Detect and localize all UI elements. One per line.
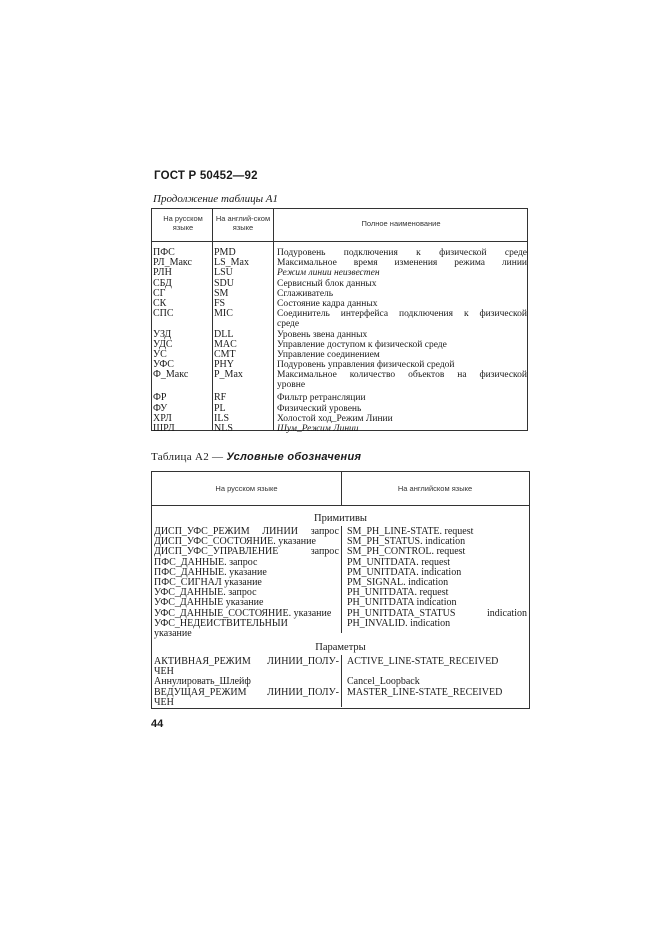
table-a1-header-russian: На русском языке [163,214,203,232]
list-item: ДИСП_УФС_УПРАВЛЕНИЕ запрос [154,547,339,558]
cell-full-name: Холостой ход_Режим Линии [277,413,393,424]
list-item: PH_UNITDATA indication [347,598,457,609]
cell-english: LSU [214,267,233,279]
table-row [151,350,528,360]
cell-full-name: Шум_Режим Линии [277,424,359,434]
list-item: PH_UNITDATA. request [347,588,449,599]
list-item-continuation: ЧЕН [154,667,174,678]
cell-full-name: Сервисный блок данных [277,278,377,289]
table-a2-caption-title: Условные обозначения [226,451,362,463]
table-a1-header-full-name: Полное наименование [361,219,441,228]
cell-full-name: Максимальное время изменения режима линии [277,258,527,269]
table-a2-header-russian: На русском языке [215,484,278,493]
cell-russian: ФУ [153,402,168,414]
list-item: Cancel_Loopback [347,677,420,688]
table-row [151,393,528,403]
list-item: Аннулировать_Шлейф [154,677,251,688]
cell-english: PMD [214,247,236,258]
list-item: УФС_ДАННЫЕ_СОСТОЯНИЕ. указание [154,608,332,619]
table-row [151,289,528,299]
table-a2-parameters-divider [341,655,342,707]
cell-russian: ФР [153,392,167,404]
list-item: PH_UNITDATA_STATUS indication [347,608,527,619]
list-item: MASTER_LINE-STATE_RECEIVED [347,687,503,698]
list-item: УФС_НЕДЕЙСТВИТЕЛЬНЫЙ [154,618,288,629]
cell-full-name: Состояние кадра данных [277,298,378,309]
table-row-continuation [151,319,528,329]
table-row [151,248,528,258]
cell-full-name-continued: среде [277,319,300,330]
parameters-english-column [347,657,527,698]
cell-english: SDU [214,277,235,289]
section-heading-primitives: Примитивы [314,513,367,524]
cell-russian: УЗД [153,328,172,340]
table-a1-body [151,248,528,434]
table-row [151,309,528,319]
document-header: ГОСТ Р 50452—92 [154,170,258,182]
table-a1-header-rule [151,241,528,242]
list-item: PM_UNITDATA. request [347,557,451,568]
table-a1-top-rule [151,208,528,209]
list-item: PH_INVALID. indication [347,618,451,629]
cell-english: ILS [214,412,229,424]
list-item: ПФС_ДАННЫЕ. запрос [154,557,258,568]
table-a2-header-english: На английском языке [397,484,473,493]
table-row [151,268,528,278]
list-item: PM_UNITDATA. indication [347,567,462,578]
cell-full-name: Подуровень подключения к физической среде [277,248,527,258]
parameters-russian-column [154,657,339,708]
table-a1-header-english: На англий-ском языке [215,214,271,232]
cell-english: FS [214,297,226,309]
cell-full-name: Сглаживатель [277,288,334,299]
table-a2 [151,471,530,709]
table-a2-caption [151,451,361,463]
primitives-russian-column [154,527,339,639]
cell-full-name-continued: уровне [277,380,306,391]
cell-english: PHY [214,359,235,371]
list-item: УФС_ДАННЫЕ. запрос [154,588,257,599]
list-item: PM_SIGNAL. indication [347,577,449,588]
cell-full-name: Режим линии неизвестен [277,268,380,279]
cell-russian: СК [153,297,167,309]
table-row [151,404,528,414]
table-a1-caption: Продолжение таблицы А1 [153,193,278,205]
cell-russian: Ф_Макс [153,369,189,381]
cell-russian: УФС [153,359,174,371]
section-heading-parameters: Параметры [315,642,366,653]
cell-english: MAC [214,338,237,350]
table-row-continuation [151,380,528,393]
cell-english: LS_Max [214,257,249,269]
list-item: ДИСП_УФС_СОСТОЯНИЕ. указание [154,537,316,548]
cell-full-name: Управление доступом к физической среде [277,339,447,350]
cell-russian: СПС [153,308,174,320]
cell-full-name: Подуровень управления физической средой [277,360,455,371]
cell-english: SM [214,287,229,299]
list-item: ДИСП_УФС_РЕЖИМ ЛИНИИ запрос [154,527,339,537]
cell-full-name: Физический уровень [277,403,362,414]
list-item: АКТИВНАЯ_РЕЖИМ ЛИНИИ_ПОЛУ- [154,657,339,667]
page-number: 44 [151,718,164,730]
cell-russian: УДС [153,338,173,350]
cell-russian: СГ [153,287,166,299]
list-item: SM_PH_LINE-STATE. request [347,527,474,537]
cell-full-name: Фильтр ретрансляции [277,393,366,404]
table-row [151,360,528,370]
cell-full-name: Соединитель интерфейса подключения к физической [277,309,527,320]
cell-russian: РЛ_Макс [153,257,192,269]
cell-english: DLL [214,328,234,340]
table-a2-primitives-divider [341,526,342,633]
list-item-continuation: ЧЕН [154,697,174,708]
primitives-english-column [347,527,527,629]
cell-english: P_Max [214,369,243,381]
list-item: ВЕДУЩАЯ_РЕЖИМ ЛИНИИ_ПОЛУ- [154,687,339,698]
list-item: УФС_ДАННЫЕ указание [154,598,264,609]
cell-full-name: Уровень звена данных [277,329,368,340]
table-a2-header-rule [152,505,529,506]
cell-english: MIC [214,308,233,320]
table-a1 [151,208,528,434]
cell-english: NLS [214,423,233,434]
table-a2-caption-prefix: Таблица А2 — [151,451,224,463]
table-row [151,370,528,380]
cell-english: CMT [214,348,236,360]
cell-russian: ШРЛ [153,423,175,434]
cell-english: PL [214,402,226,414]
table-row [151,330,528,340]
table-row [151,414,528,424]
cell-full-name: Управление соединением [277,349,380,360]
cell-russian: РЛН [153,267,172,279]
cell-russian: УС [153,348,167,360]
cell-full-name: Максимальное количество объектов на физической [277,370,527,381]
table-row [151,299,528,309]
cell-russian: ХРЛ [153,412,172,424]
table-row [151,340,528,350]
list-item: SM_PH_STATUS. indication [347,537,466,548]
list-item: SM_PH_CONTROL. request [347,547,466,558]
cell-russian: ПФС [153,247,175,258]
table-row [151,258,528,268]
table-row [151,279,528,289]
cell-russian: СБД [153,277,172,289]
list-item-continuation: указание [154,628,192,639]
table-row [151,424,528,434]
list-item: ПФС_СИГНАЛ указание [154,577,262,588]
list-item: ACTIVE_LINE-STATE_RECEIVED [347,657,499,667]
cell-english: RF [214,392,227,404]
list-item: ПФС_ДАННЫЕ. указание [154,567,267,578]
